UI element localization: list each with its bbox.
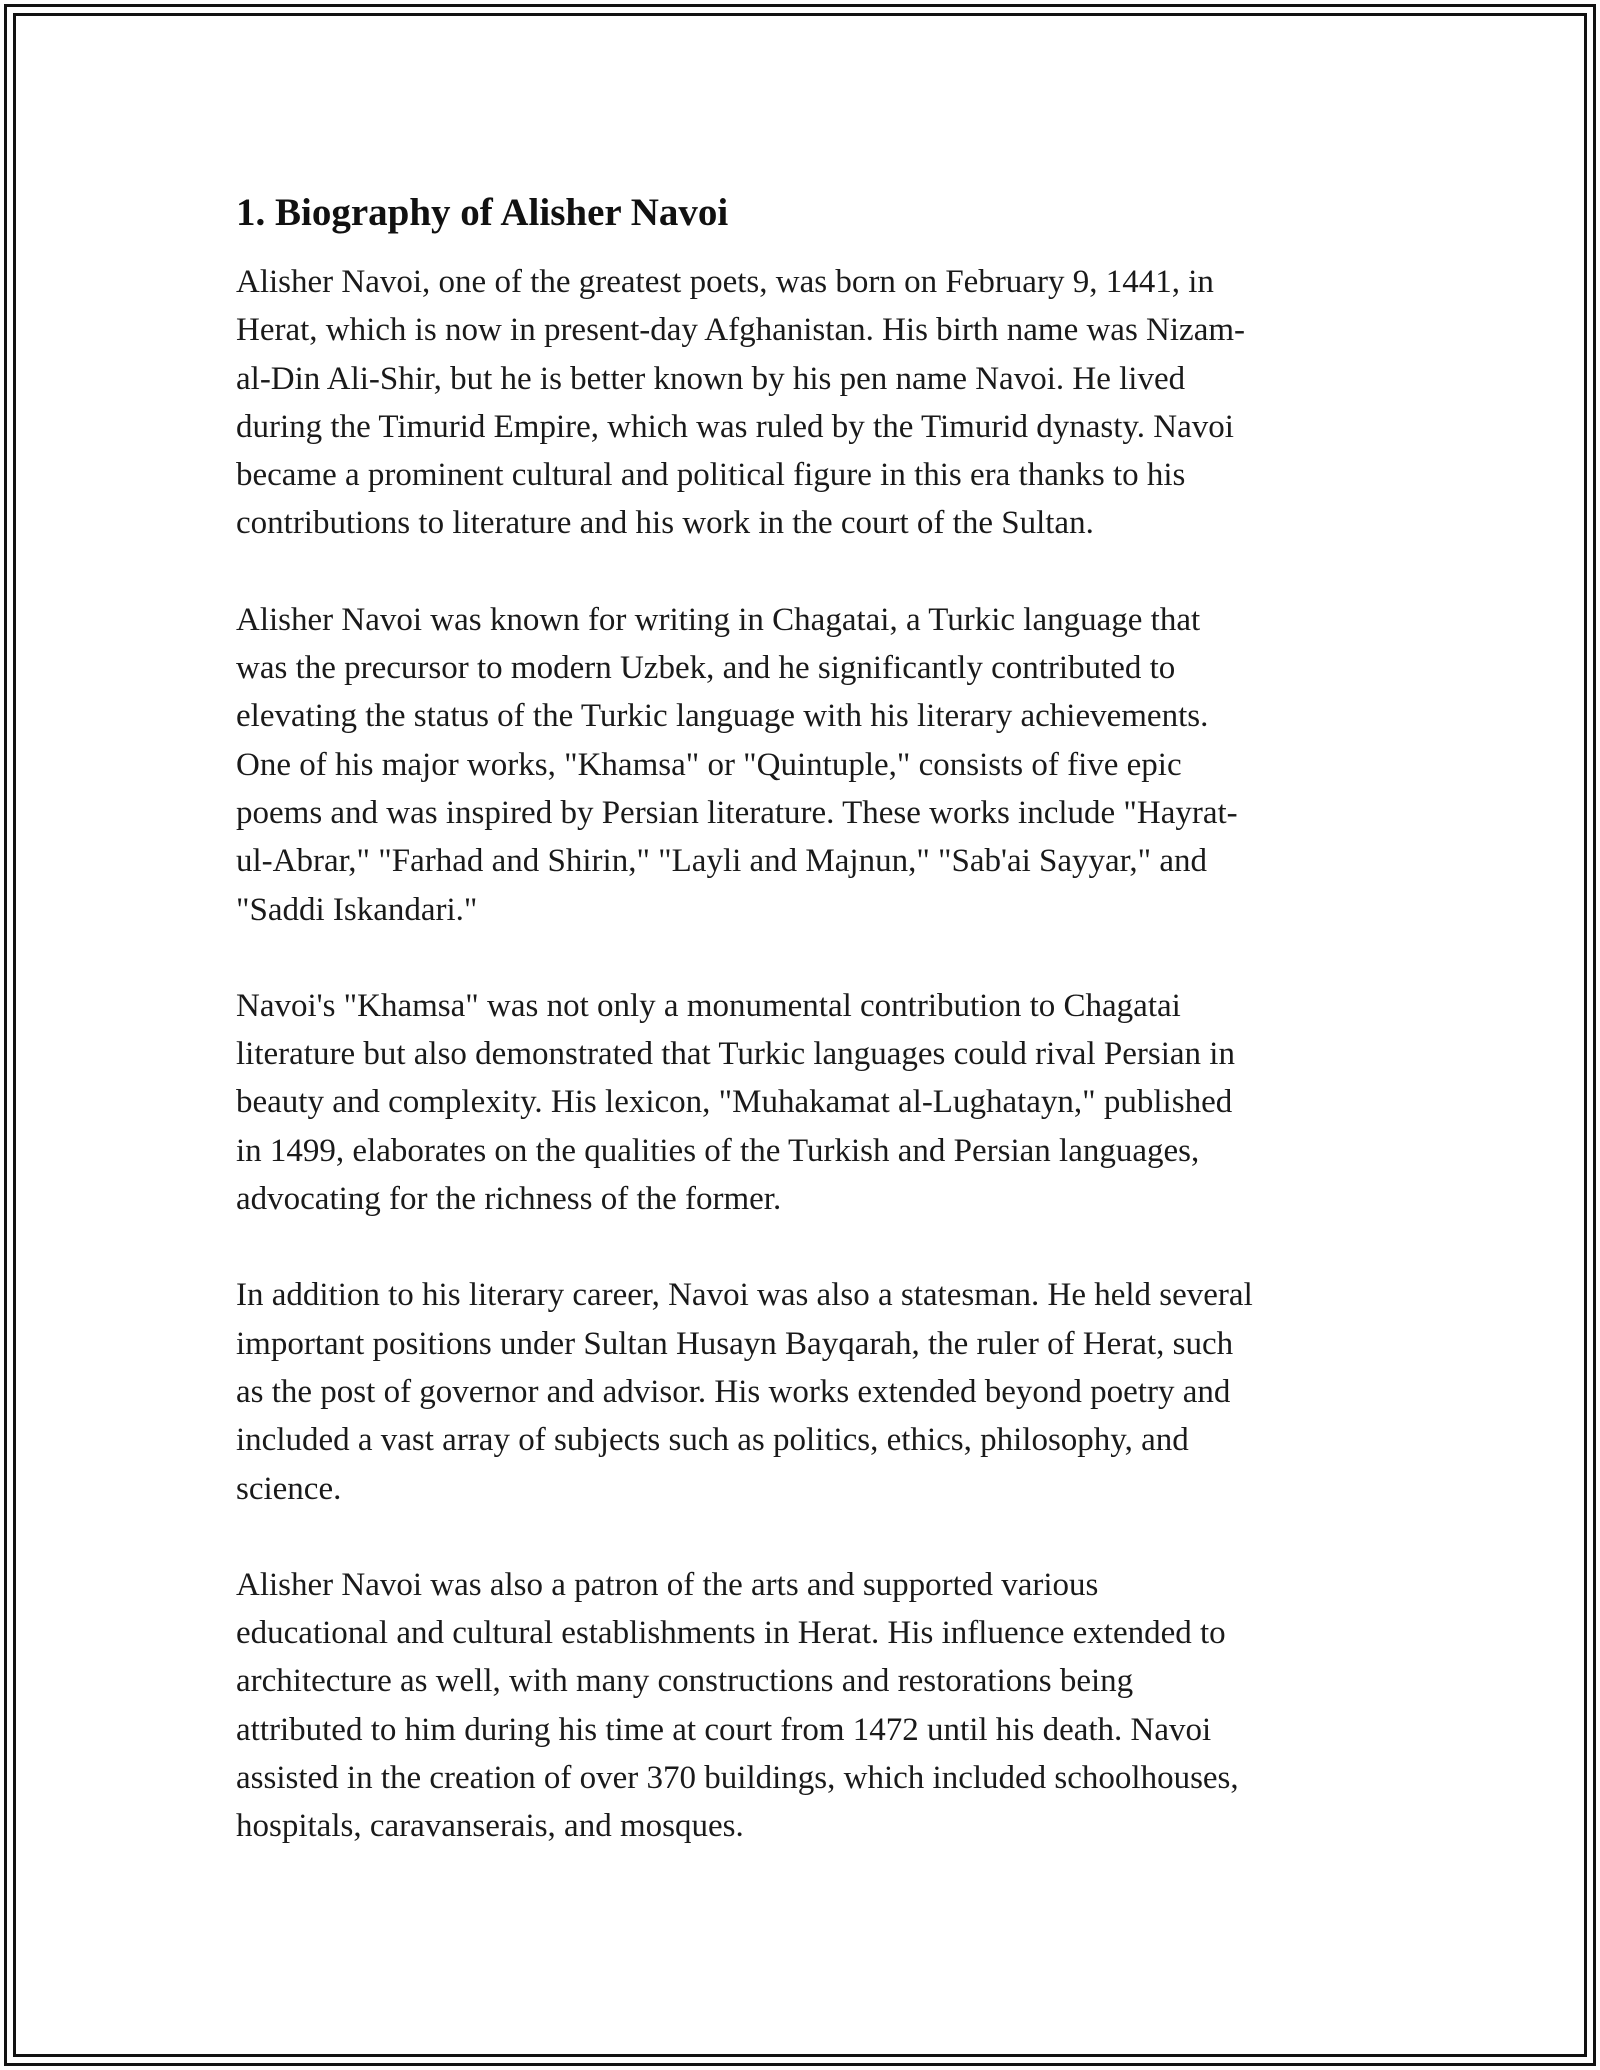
paragraph-line: in 1499, elaborates on the qualities of the Turkish and Persian languages, xyxy=(236,1132,1200,1169)
paragraph-line: architecture as well, with many constructions and restorations being xyxy=(236,1663,1134,1700)
paragraph-line: educational and cultural establishments in Herat. His influence extended to xyxy=(236,1615,1226,1652)
paragraph-line: included a vast array of subjects such as politics, ethics, philosophy, and xyxy=(236,1422,1189,1459)
paragraph-line: as the post of governor and advisor. His works extended beyond poetry and xyxy=(236,1373,1231,1410)
paragraph-line: science. xyxy=(236,1470,342,1507)
paragraph-line: poems and was inspired by Persian literature. These works include "Hayrat- xyxy=(236,794,1238,831)
paragraph-line: In addition to his literary career, Navoi was also a statesman. He held several xyxy=(236,1277,1253,1314)
paragraph-line: elevating the status of the Turkic language with his literary achievements. xyxy=(236,698,1209,735)
paragraph-line: Alisher Navoi was also a patron of the arts and supported various xyxy=(236,1566,1099,1603)
paragraph-line: al-Din Ali-Shir, but he is better known by his pen name Navoi. He lived xyxy=(236,360,1186,397)
paragraph-line: important positions under Sultan Husayn Bayqarah, the ruler of Herat, such xyxy=(236,1325,1234,1362)
paragraph-line: Navoi's "Khamsa" was not only a monumental contribution to Chagatai xyxy=(236,987,1181,1024)
paragraph-line: advocating for the richness of the former. xyxy=(236,1181,782,1218)
paragraph-2 xyxy=(236,596,1386,934)
paragraph-line: contributions to literature and his work in the court of the Sultan. xyxy=(236,505,1094,542)
paragraph-line: ul-Abrar," "Farhad and Shirin," "Layli and Majnun," "Sab'ai Sayyar," and xyxy=(236,843,1207,880)
paragraph-line: Alisher Navoi was known for writing in Chagatai, a Turkic language that xyxy=(236,601,1201,638)
paragraph-line: One of his major works, "Khamsa" or "Quintuple," consists of five epic xyxy=(236,746,1182,783)
paragraph-4 xyxy=(236,1271,1386,1512)
paragraph-line: was the precursor to modern Uzbek, and he significantly contributed to xyxy=(236,650,1176,687)
paragraph-line: assisted in the creation of over 370 buildings, which included schoolhouses, xyxy=(236,1760,1239,1797)
paragraph-line: Herat, which is now in present-day Afghanistan. His birth name was Nizam- xyxy=(236,312,1245,349)
section-heading: 1. Biography of Alisher Navoi xyxy=(236,191,729,234)
paragraph-line: became a prominent cultural and political figure in this era thanks to his xyxy=(236,457,1186,494)
paragraph-line: "Saddi Iskandari." xyxy=(236,891,478,928)
paragraph-line: literature but also demonstrated that Turkic languages could rival Persian in xyxy=(236,1036,1235,1073)
paragraph-1 xyxy=(236,258,1386,548)
paragraph-line: Alisher Navoi, one of the greatest poets, was born on February 9, 1441, in xyxy=(236,264,1214,300)
document-body xyxy=(236,186,1386,1899)
paragraph-line: during the Timurid Empire, which was ruled by the Timurid dynasty. Navoi xyxy=(236,408,1234,445)
paragraph-5 xyxy=(236,1561,1386,1851)
paragraph-line: attributed to him during his time at court from 1472 until his death. Navoi xyxy=(236,1711,1212,1748)
paragraph-line: beauty and complexity. His lexicon, "Muhakamat al-Lughatayn," published xyxy=(236,1084,1233,1121)
paragraph-line: hospitals, caravanserais, and mosques. xyxy=(236,1808,744,1845)
paragraph-3 xyxy=(236,982,1386,1223)
